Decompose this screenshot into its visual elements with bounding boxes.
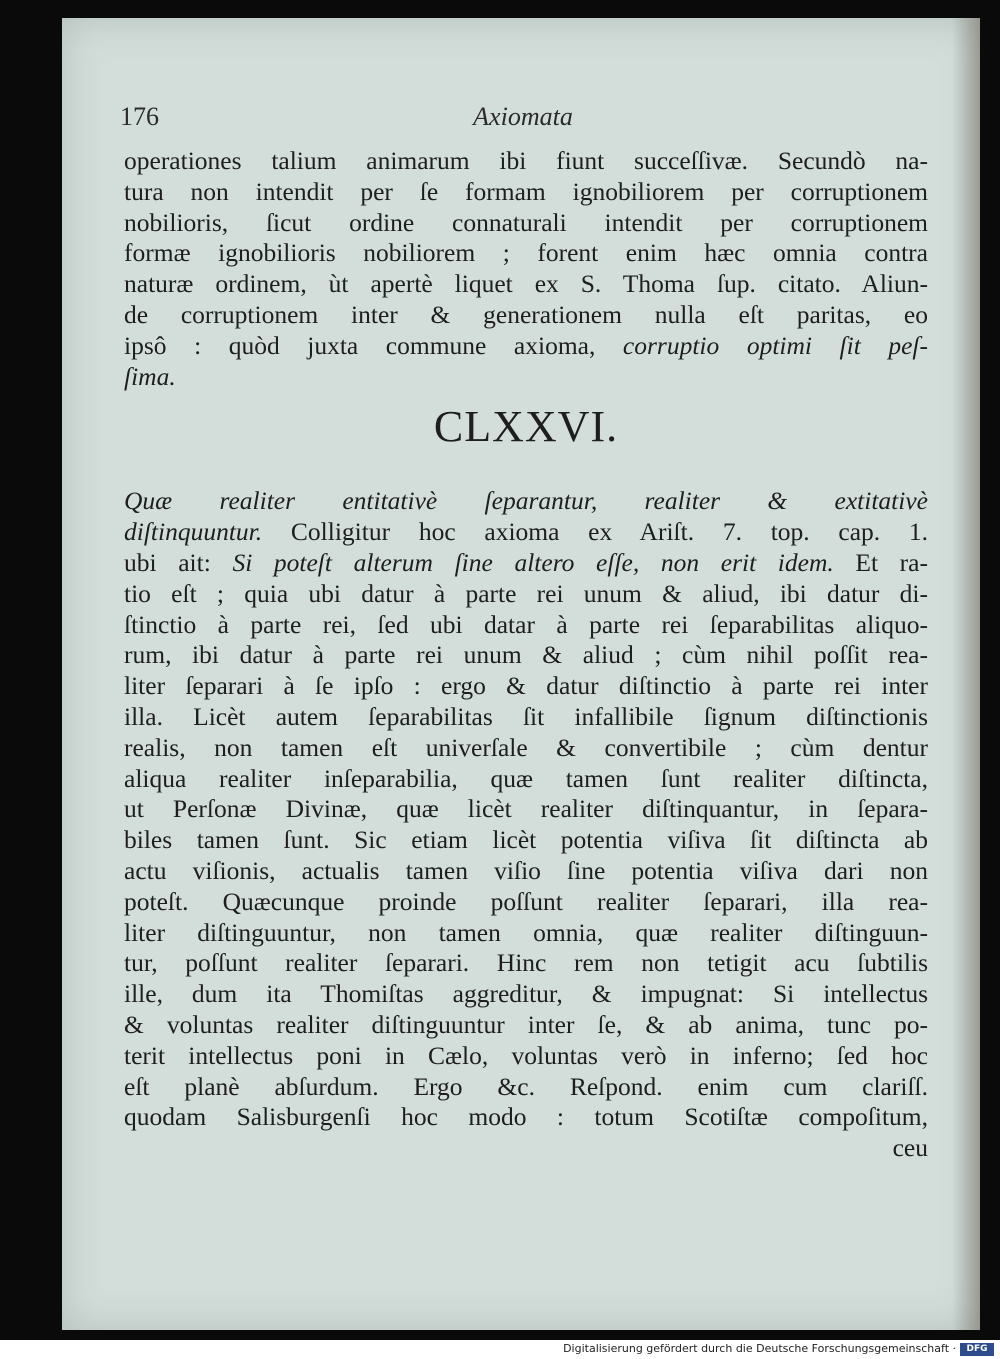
text-line: biles tamen ſunt. Sic etiam licèt potentia viſiva ſit diſtincta ab: [124, 825, 928, 855]
italic-quote: Si poteſt alterum ſine altero eſſe, non erit idem.: [232, 547, 834, 577]
text-line: [124, 548, 928, 579]
text-line: rum, ibi datur à parte rei unum & aliud ; cùm nihil poſſit rea-: [124, 640, 928, 670]
axiom-line: Quæ realiter entitativè ſeparantur, realiter & extitativè: [124, 486, 928, 516]
axiom-line-end: diſtinquuntur.: [124, 517, 263, 547]
text-line: quodam Salisburgenſi hoc modo : totum Scotiſtæ compoſitum,: [124, 1102, 928, 1132]
running-head: [120, 102, 926, 138]
text-line: realis, non tamen eſt univerſale & convertibile ; cùm dentur: [124, 732, 928, 762]
text-line: tio eſt ; quia ubi datur à parte rei unum & aliud, ibi datur di-: [124, 578, 928, 608]
text-line: & voluntas realiter diſtinguuntur inter ſe, & ab anima, tunc po-: [124, 1009, 928, 1039]
section-heading: CLXXVI.: [433, 402, 619, 452]
text-line: poteſt. Quæcunque proinde poſſunt realiter ſeparari, illa rea-: [124, 886, 928, 916]
running-title: Axiomata: [473, 102, 573, 131]
text-line-segment: ubi ait:: [124, 547, 211, 577]
text-line: aliqua realiter inſeparabilia, quæ tamen ſunt realiter diſtincta,: [124, 763, 928, 793]
text-line: operationes talium animarum ibi fiunt succeſſivæ. Secundò na-: [124, 146, 928, 175]
text-line-segment: Et ra-: [855, 547, 928, 577]
text-line: ſtinctio à parte rei, ſed ubi datar à parte rei ſeparabilitas aliquo-: [124, 609, 928, 639]
text-line: ut Perſonæ Divinæ, quæ licèt realiter diſtinquantur, in ſepara-: [124, 794, 928, 824]
body-text: [124, 146, 928, 1164]
page-gutter-shadow: [952, 18, 980, 1330]
spacer: [124, 466, 928, 486]
text-line: tur, poſſunt realiter ſeparari. Hinc rem non tetigit acu ſubtilis: [124, 948, 928, 978]
text-line: liter diſtinguuntur, non tamen omnia, quæ realiter diſtinguun-: [124, 917, 928, 947]
text-line-segment: Colligitur hoc axioma ex Ariſt. 7. top. cap. 1.: [290, 517, 929, 547]
text-line: nobilioris, ſicut ordine connaturali intendit per corruptionem: [124, 207, 928, 237]
text-line-segment: ipsô : quòd juxta commune axioma,: [124, 330, 596, 360]
text-line: ſima.: [124, 361, 176, 391]
catchword: ceu: [892, 1133, 928, 1163]
text-line: illa. Licèt autem ſeparabilitas ſit infallibile ſignum diſtinctionis: [124, 701, 928, 731]
dfg-logo: DFG: [960, 1343, 994, 1356]
text-line: terit intellectus poni in Cælo, voluntas verò in inferno; ſed hoc: [124, 1040, 928, 1070]
text-line: [124, 331, 928, 362]
text-line: actu viſionis, actualis tamen viſio ſine potentia viſiva dari non: [124, 855, 928, 885]
footer-bar: [0, 1340, 1000, 1359]
text-line: de corruptionem inter & generationem nulla eſt paritas, eo: [124, 299, 928, 329]
text-line: ille, dum ita Thomiſtas aggreditur, & impugnat: Si intellectus: [124, 979, 928, 1009]
text-line: liter ſeparari à ſe ipſo : ergo & datur diſtinctio à parte rei inter: [124, 671, 928, 701]
text-line: tura non intendit per ſe formam ignobiliorem per corruptionem: [124, 176, 928, 206]
funding-notice: Digitalisierung gefördert durch die Deutsche Forschungsgemeinschaft ·: [563, 1342, 956, 1355]
text-line: naturæ ordinem, ùt apertè liquet ex S. Thoma ſup. citato. Aliun-: [124, 269, 928, 299]
italic-quote: corruptio optimi ſit peſ-: [622, 330, 928, 360]
text-line: eſt planè abſurdum. Ergo &c. Reſpond. enim cum clariſſ.: [124, 1071, 928, 1101]
page-number: 176: [120, 102, 159, 131]
text-line: [124, 517, 928, 548]
text-line: formæ ignobilioris nobiliorem ; forent enim hæc omnia contra: [124, 238, 928, 268]
